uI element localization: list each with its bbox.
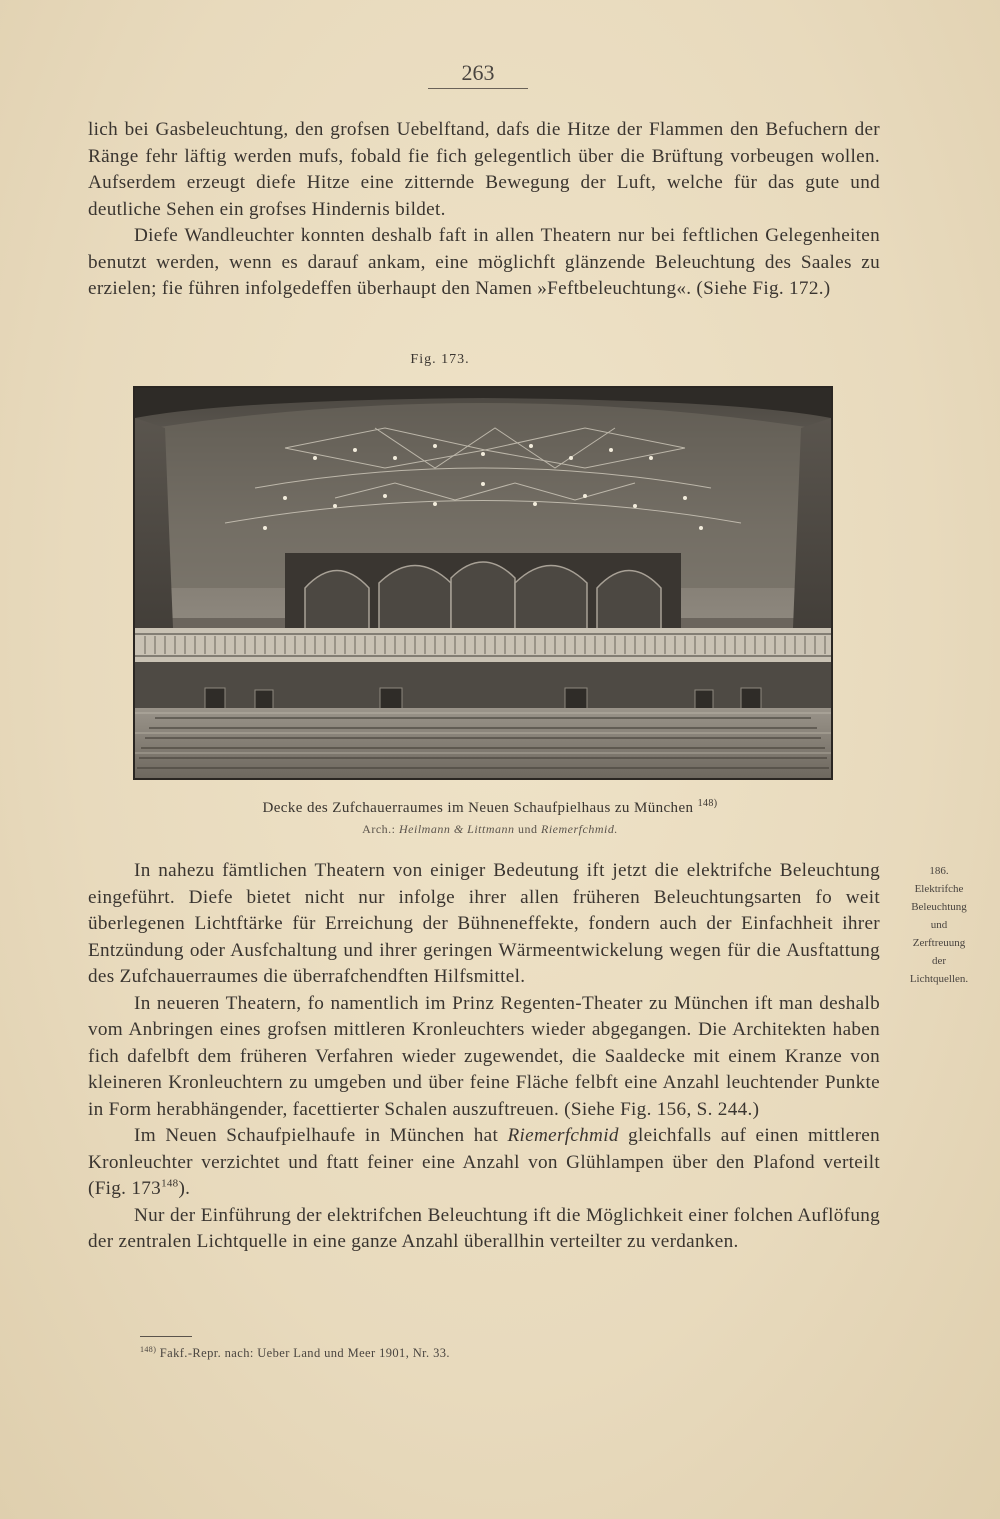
credit-and: und xyxy=(518,822,538,836)
margin-note-line: Lichtquellen. xyxy=(909,973,969,985)
footnote xyxy=(140,1345,740,1361)
credit-architect-2: Riemerfchmid. xyxy=(541,822,618,836)
margin-note-line: Elektrifche xyxy=(914,883,964,895)
footnote-text: Fakf.-Repr. nach: Ueber Land und Meer 1901, Nr. 33. xyxy=(159,1346,450,1361)
architect-name: Riemerfchmid xyxy=(507,1125,619,1146)
paragraph: In nahezu fämtlichen Theatern von einiger Bedeutung ift jetzt die elektrifche Beleuchtung eingeführt. Diefe bietet nicht nur infolge ihrer allen früheren Beleuchtungsarten fo weit überlegenen Lichtftärke für Erreichung der Bühneneffekte, fondern auch der Einfachheit ihrer Entzündung oder Ausfchaltung und ihrer geringen Wärmeentwickelung wegen für die Ausftattung des Zufchauerraumes die überrafchendften Hilfsmittel. xyxy=(88,860,880,987)
figure-label: Fig. 173. xyxy=(410,352,470,367)
footnote-divider xyxy=(140,1336,192,1337)
paragraph: In neueren Theatern, fo namentlich im Prinz Regenten-Theater zu München ift man deshalb vom Anbringen eines grofsen mittleren Kronleuchters wieder abgegangen. Die Architekten haben fich dafelbft dem früheren Verfahren wieder zugewendet, die Saaldecke mit einem Kranze von kleineren Kronleuchtern zu umgeben und über feine Fläche felbft eine Anzahl leuchtender Punkte in Form herabhängender, facettierter Schalen auszuftreuen. (Siehe Fig. 156, S. 244.) xyxy=(88,992,880,1120)
margin-note-line: und xyxy=(930,919,948,931)
paragraph-text: gleichfalls auf einen mittleren Kronleuchter verzichtet und ftatt feiner eine Anzahl von Glühlampen über den Plafond verteilt (Fig. 173 xyxy=(88,1125,880,1199)
paragraph: lich bei Gasbeleuchtung, den grofsen Uebelftand, dafs die Hitze der Flammen den Befuchern der Ränge fehr läftig werden mufs, fobald fie fich gelegentlich über die Brüftung vorbeugen wollen. Aufserdem erzeugt diefe Hitze eine zitternde Bewegung der Luft, welche für das gute und deutliche Sehen ein grofses Hindernis bildet. xyxy=(88,119,880,220)
page-number: 263 xyxy=(428,60,528,89)
paragraph-text: Im Neuen Schaufpielhaufe in München hat xyxy=(134,1125,499,1146)
margin-note-line: der xyxy=(931,955,947,967)
margin-note-line: Zerftreuung xyxy=(912,937,966,949)
paragraph-text: ). xyxy=(178,1178,191,1199)
text-block-top xyxy=(88,117,880,303)
footnote-ref: 148 xyxy=(161,1177,179,1190)
margin-note xyxy=(893,862,985,988)
margin-note-number: 186. xyxy=(929,865,949,877)
figure-caption xyxy=(140,798,840,817)
text-block-bottom xyxy=(88,858,880,1256)
footnote-number: 148) xyxy=(140,1345,157,1354)
caption-text: Decke des Zufchauerraumes im Neuen Schaufpielhaus zu München xyxy=(262,800,694,816)
credit-prefix: Arch.: xyxy=(362,822,396,836)
paragraph: Diefe Wandleuchter konnten deshalb faft in allen Theatern nur bei feftlichen Gelegenheiten benutzt werden, wenn es darauf ankam, eine möglichft glänzende Beleuchtung des Saales zu erzielen; fie führen infolgedeffen überhaupt den Namen »Feftbeleuchtung«. (Siehe Fig. 172.) xyxy=(88,225,880,299)
paragraph xyxy=(88,1123,880,1203)
margin-note-line: Beleuchtung xyxy=(911,901,967,913)
credit-architect-1: Heilmann & Littmann xyxy=(399,822,515,836)
paragraph: Nur der Einführung der elektrifchen Beleuchtung ift die Möglichkeit einer folchen Auflöfung der zentralen Lichtquelle in eine ganze Anzahl überallhin verteilter zu verdanken. xyxy=(88,1204,880,1252)
theatre-auditorium-illustration xyxy=(133,386,833,780)
figure-credit xyxy=(140,822,840,837)
caption-footnote-ref: 148) xyxy=(697,798,718,809)
